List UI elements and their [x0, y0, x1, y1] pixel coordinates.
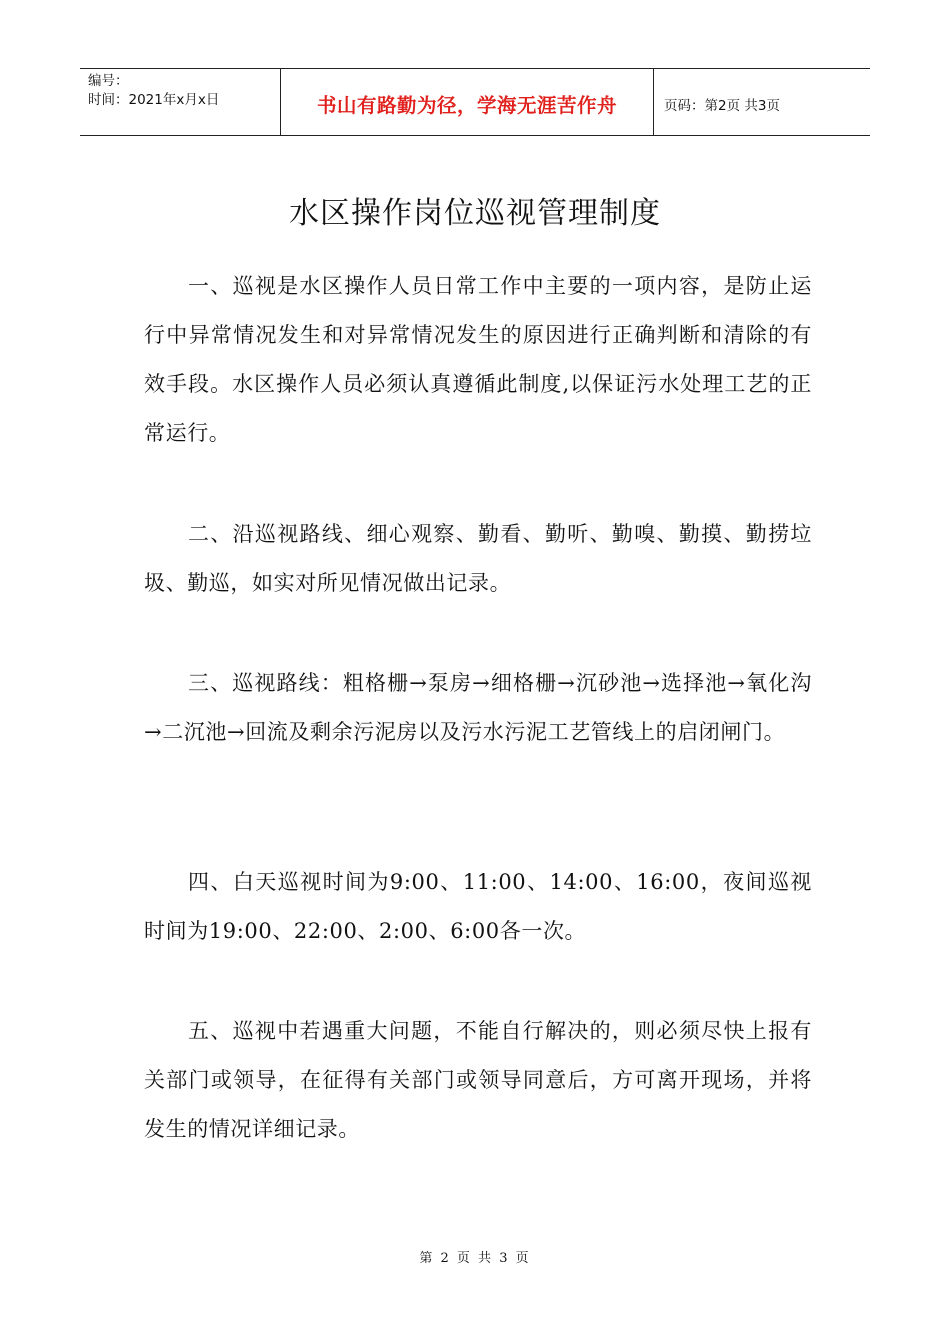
document-title: 水区操作岗位巡视管理制度 [289, 196, 661, 231]
paragraph-3: 三、巡视路线：粗格栅→泵房→细格栅→沉砂池→选择池→氧化沟→二沉池→回流及剩余污泥房以及污水污泥工艺管线上的启闭闸门。 [144, 671, 812, 744]
header-page-info: 页码：第2页 共3页 [664, 98, 780, 114]
paragraph-1: 一、巡视是水区操作人员日常工作中主要的一项内容，是防止运行中异常情况发生和对异常情况发生的原因进行正确判断和清除的有效手段。水区操作人员必须认真遵循此制度,以保证污水处理工艺的正常运行。 [144, 274, 812, 445]
paragraph-5: 五、巡视中若遇重大问题，不能自行解决的，则必须尽快上报有关部门或领导，在征得有关部门或领导同意后，方可离开现场，并将发生的情况详细记录。 [144, 1019, 812, 1141]
page-footer: 第 2 页 共 3 页 [419, 1251, 531, 1266]
document-header [80, 68, 870, 136]
document-date-label: 时间：2021年x月x日 [88, 92, 220, 108]
header-meta-cell [80, 69, 281, 135]
document-number-label: 编号： [88, 73, 129, 89]
paragraph-2: 二、沿巡视路线、细心观察、勤看、勤听、勤嗅、勤摸、勤捞垃圾、勤巡，如实对所见情况做出记录。 [144, 522, 812, 595]
paragraph-4: 四、白天巡视时间为9:00、11:00、14:00、16:00，夜间巡视时间为19:00、22:00、2:00、6:00各一次。 [144, 870, 812, 943]
header-motto: 书山有路勤为径，学海无涯苦作舟 [281, 69, 654, 135]
